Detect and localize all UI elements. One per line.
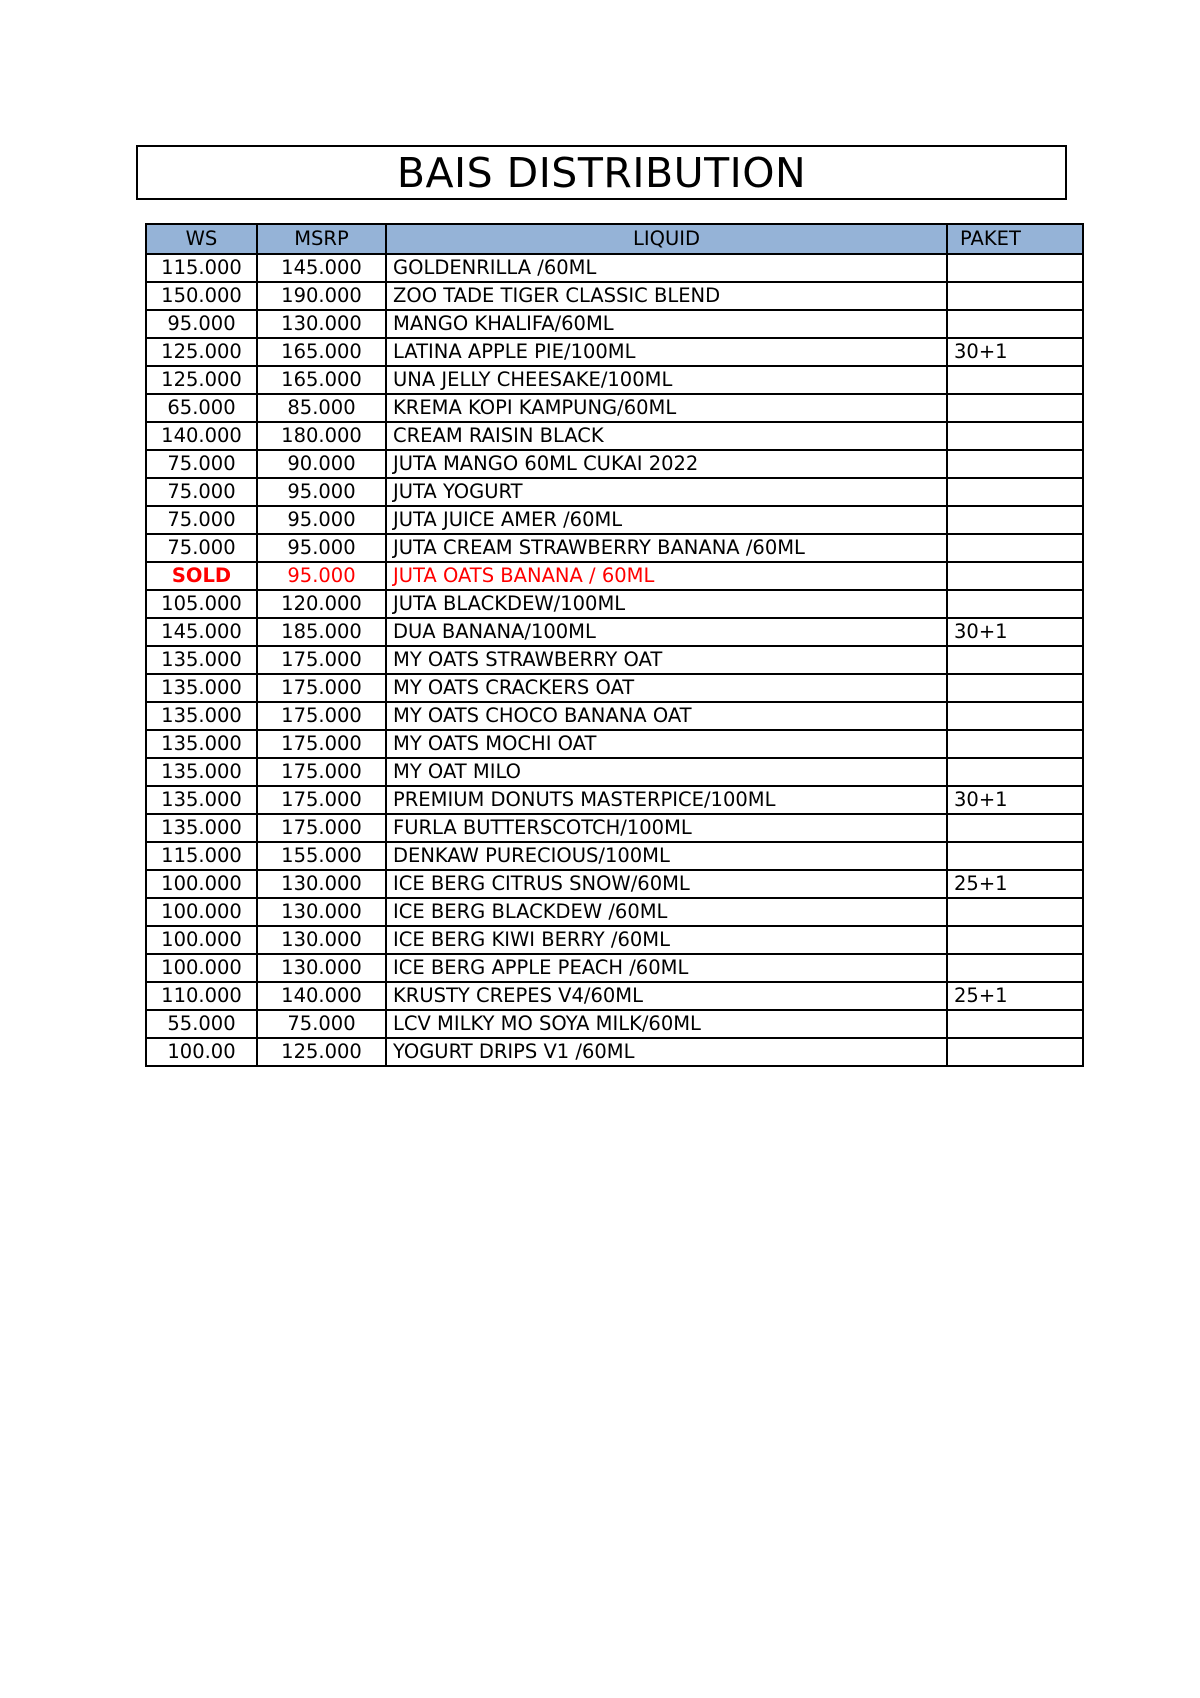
cell-msrp: 95.000 [257,534,386,562]
cell-ws: 75.000 [146,478,257,506]
cell-paket [947,758,1083,786]
cell-ws: SOLD [146,562,257,590]
cell-ws: 140.000 [146,422,257,450]
cell-liquid: LATINA APPLE PIE/100ML [386,338,947,366]
cell-msrp: 75.000 [257,1010,386,1038]
cell-paket [947,422,1083,450]
cell-paket [947,506,1083,534]
cell-paket [947,702,1083,730]
cell-liquid: YOGURT DRIPS V1 /60ML [386,1038,947,1066]
cell-msrp: 90.000 [257,450,386,478]
cell-ws: 75.000 [146,534,257,562]
table-row [146,842,1083,870]
cell-liquid: JUTA BLACKDEW/100ML [386,590,947,618]
cell-ws: 150.000 [146,282,257,310]
cell-liquid: ZOO TADE TIGER CLASSIC BLEND [386,282,947,310]
cell-msrp: 175.000 [257,730,386,758]
cell-liquid: DUA BANANA/100ML [386,618,947,646]
header-paket: PAKET [947,224,1083,254]
cell-liquid: MY OATS CRACKERS OAT [386,674,947,702]
cell-paket [947,1010,1083,1038]
header-ws: WS [146,224,257,254]
cell-msrp: 125.000 [257,1038,386,1066]
cell-liquid: MY OATS CHOCO BANANA OAT [386,702,947,730]
cell-liquid: JUTA CREAM STRAWBERRY BANANA /60ML [386,534,947,562]
cell-paket: 30+1 [947,618,1083,646]
cell-ws: 135.000 [146,814,257,842]
table-row [146,786,1083,814]
cell-msrp: 130.000 [257,954,386,982]
cell-liquid: MY OAT MILO [386,758,947,786]
table-row [146,730,1083,758]
table-row [146,534,1083,562]
cell-ws: 125.000 [146,366,257,394]
table-row [146,926,1083,954]
cell-liquid: GOLDENRILLA /60ML [386,254,947,282]
cell-ws: 95.000 [146,310,257,338]
cell-liquid: PREMIUM DONUTS MASTERPICE/100ML [386,786,947,814]
cell-msrp: 165.000 [257,366,386,394]
table-row [146,1010,1083,1038]
cell-paket [947,394,1083,422]
cell-ws: 110.000 [146,982,257,1010]
cell-paket: 30+1 [947,338,1083,366]
table-row [146,394,1083,422]
cell-msrp: 120.000 [257,590,386,618]
cell-msrp: 130.000 [257,870,386,898]
table-row [146,954,1083,982]
cell-liquid: JUTA OATS BANANA / 60ML [386,562,947,590]
cell-ws: 125.000 [146,338,257,366]
cell-liquid: ICE BERG CITRUS SNOW/60ML [386,870,947,898]
table-row [146,338,1083,366]
cell-liquid: JUTA YOGURT [386,478,947,506]
table-row [146,366,1083,394]
table-row [146,478,1083,506]
cell-liquid: UNA JELLY CHEESAKE/100ML [386,366,947,394]
cell-msrp: 130.000 [257,310,386,338]
cell-paket [947,562,1083,590]
cell-msrp: 175.000 [257,674,386,702]
cell-paket [947,674,1083,702]
cell-ws: 65.000 [146,394,257,422]
cell-msrp: 155.000 [257,842,386,870]
cell-ws: 100.000 [146,870,257,898]
cell-ws: 135.000 [146,702,257,730]
table-row [146,702,1083,730]
cell-liquid: MY OATS MOCHI OAT [386,730,947,758]
cell-msrp: 95.000 [257,506,386,534]
table-row [146,618,1083,646]
cell-ws: 135.000 [146,730,257,758]
cell-msrp: 165.000 [257,338,386,366]
cell-paket [947,282,1083,310]
table-row [146,590,1083,618]
table-row [146,758,1083,786]
cell-msrp: 185.000 [257,618,386,646]
cell-ws: 100.00 [146,1038,257,1066]
cell-msrp: 190.000 [257,282,386,310]
cell-ws: 145.000 [146,618,257,646]
cell-liquid: FURLA BUTTERSCOTCH/100ML [386,814,947,842]
table-row [146,506,1083,534]
cell-msrp: 95.000 [257,562,386,590]
cell-liquid: KREMA KOPI KAMPUNG/60ML [386,394,947,422]
cell-ws: 75.000 [146,506,257,534]
table-row [146,982,1083,1010]
cell-msrp: 175.000 [257,786,386,814]
table-row [146,646,1083,674]
cell-ws: 135.000 [146,786,257,814]
cell-liquid: MY OATS STRAWBERRY OAT [386,646,947,674]
cell-msrp: 85.000 [257,394,386,422]
table-row [146,422,1083,450]
cell-paket [947,590,1083,618]
cell-msrp: 175.000 [257,758,386,786]
cell-liquid: LCV MILKY MO SOYA MILK/60ML [386,1010,947,1038]
cell-paket [947,842,1083,870]
cell-paket [947,254,1083,282]
cell-ws: 100.000 [146,954,257,982]
cell-paket: 25+1 [947,870,1083,898]
cell-ws: 105.000 [146,590,257,618]
cell-paket [947,646,1083,674]
cell-paket [947,730,1083,758]
cell-liquid: JUTA MANGO 60ML CUKAI 2022 [386,450,947,478]
cell-ws: 100.000 [146,898,257,926]
cell-liquid: ICE BERG APPLE PEACH /60ML [386,954,947,982]
table-body [146,254,1083,1066]
table-row [146,898,1083,926]
cell-liquid: ICE BERG BLACKDEW /60ML [386,898,947,926]
cell-paket [947,366,1083,394]
table-row [146,870,1083,898]
header-row [146,224,1083,254]
table-row [146,674,1083,702]
cell-paket [947,478,1083,506]
cell-msrp: 145.000 [257,254,386,282]
table-row [146,282,1083,310]
cell-ws: 75.000 [146,450,257,478]
cell-msrp: 140.000 [257,982,386,1010]
table-row [146,814,1083,842]
table-row-sold [146,562,1083,590]
cell-liquid: MANGO KHALIFA/60ML [386,310,947,338]
cell-paket [947,1038,1083,1066]
cell-paket [947,954,1083,982]
cell-paket [947,534,1083,562]
cell-msrp: 175.000 [257,814,386,842]
cell-ws: 100.000 [146,926,257,954]
cell-ws: 115.000 [146,842,257,870]
cell-ws: 55.000 [146,1010,257,1038]
cell-msrp: 175.000 [257,646,386,674]
cell-liquid: KRUSTY CREPES V4/60ML [386,982,947,1010]
cell-liquid: CREAM RAISIN BLACK [386,422,947,450]
cell-paket [947,814,1083,842]
cell-msrp: 175.000 [257,702,386,730]
cell-msrp: 180.000 [257,422,386,450]
cell-msrp: 130.000 [257,898,386,926]
header-liquid: LIQUID [386,224,947,254]
table-row [146,1038,1083,1066]
cell-ws: 115.000 [146,254,257,282]
cell-ws: 135.000 [146,674,257,702]
document-title: BAIS DISTRIBUTION [136,145,1067,200]
cell-paket [947,898,1083,926]
table-row [146,310,1083,338]
header-msrp: MSRP [257,224,386,254]
cell-paket [947,926,1083,954]
cell-ws: 135.000 [146,646,257,674]
table-row [146,254,1083,282]
price-table [145,223,1084,1067]
cell-liquid: ICE BERG KIWI BERRY /60ML [386,926,947,954]
cell-msrp: 130.000 [257,926,386,954]
cell-paket: 30+1 [947,786,1083,814]
cell-paket: 25+1 [947,982,1083,1010]
cell-paket [947,310,1083,338]
cell-ws: 135.000 [146,758,257,786]
table-row [146,450,1083,478]
cell-msrp: 95.000 [257,478,386,506]
cell-liquid: DENKAW PURECIOUS/100ML [386,842,947,870]
cell-liquid: JUTA JUICE AMER /60ML [386,506,947,534]
cell-paket [947,450,1083,478]
